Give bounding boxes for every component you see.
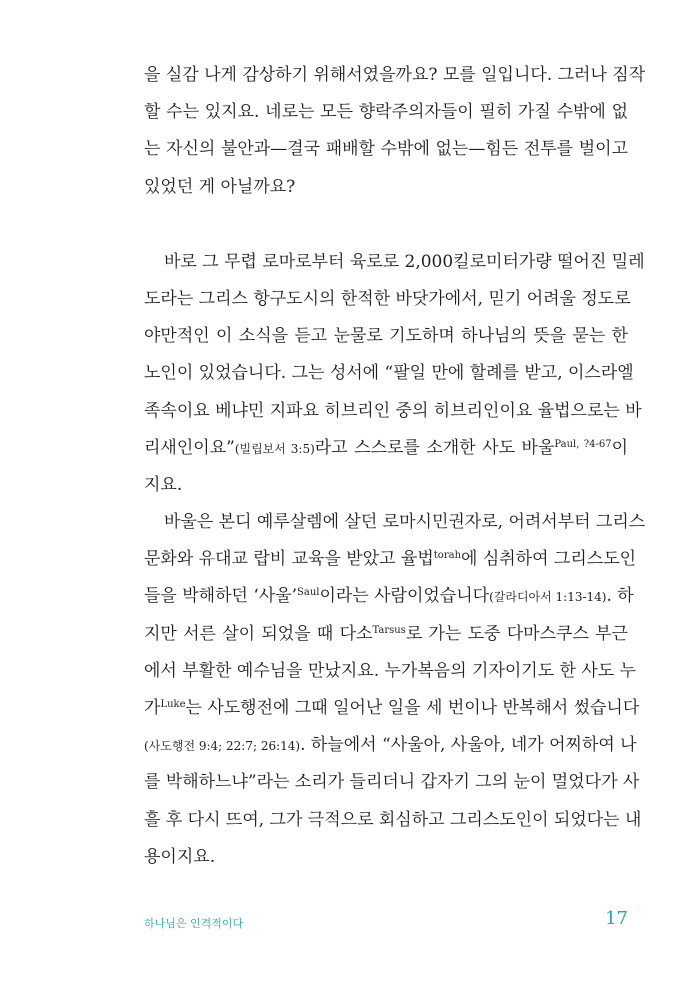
- text-line: [144, 578, 634, 615]
- running-title: 하나님은 인격적이다: [144, 917, 244, 930]
- text-segment: 야만적인 이 소식을 듣고 눈물로 기도하며 하나님의 뜻을 묻는 한: [144, 326, 628, 347]
- original-term: torah: [433, 550, 462, 562]
- scripture-reference: (사도행전 9:4; 22:7; 26:14): [144, 739, 301, 754]
- text-segment: 문화와 유대교 랍비 교육을 받았고 율법: [144, 549, 434, 570]
- text-segment: 용이지요.: [144, 846, 216, 867]
- text-segment: 를 박해하느냐”라는 소리가 들리더니 갑자기 그의 눈이 멀었다가 사: [144, 772, 640, 793]
- original-term: Saul: [297, 587, 320, 599]
- text-segment: 이라는 사람이었습니다: [319, 586, 490, 607]
- original-term: Paul, ?4-67: [554, 438, 612, 450]
- text-line: [144, 690, 640, 727]
- text-line: [144, 430, 628, 467]
- text-segment: . 하: [606, 586, 634, 607]
- text-segment: . 하늘에서 “사울아, 사울아, 네가 어찌하여 나: [300, 735, 637, 756]
- text-segment: 지요.: [144, 474, 183, 495]
- paragraph: [144, 244, 645, 504]
- text-line: [144, 244, 645, 281]
- text-line: [144, 541, 637, 578]
- text-segment: 들을 박해하던 ‘사울’: [144, 586, 297, 607]
- text-segment: 족속이요 베냐민 지파요 히브리인 중의 히브리인이요 율법으로는 바: [144, 400, 642, 421]
- page-number: 17: [605, 908, 628, 929]
- paragraph: [144, 504, 646, 876]
- text-segment: 지만 서른 살이 되었을 때 다소: [144, 623, 373, 644]
- original-term: Tarsus: [372, 624, 406, 636]
- text-segment: 이: [611, 437, 628, 458]
- text-line: [144, 727, 637, 764]
- text-line: [144, 94, 628, 131]
- text-line: [144, 57, 646, 94]
- text-line: [144, 318, 628, 355]
- text-line: [144, 504, 646, 541]
- text-segment: 는 자신의 불안과—결국 패배할 수밖에 없는—힘든 전투를 벌이고: [144, 139, 628, 160]
- text-segment: 가: [144, 698, 161, 718]
- text-line: [144, 169, 628, 206]
- original-term: Luke: [160, 699, 186, 710]
- text-segment: 바울은 본디 예루살렘에 살던 로마시민권자로, 어려서부터 그리스: [164, 512, 646, 533]
- scripture-reference: (갈라디아서 1:13-14): [489, 590, 607, 605]
- text-segment: 도라는 그리스 항구도시의 한적한 바닷가에서, 믿기 어려울 정도로: [144, 288, 631, 309]
- paragraph-gap: [144, 206, 628, 244]
- text-segment: 에서 부활한 예수님을 만났지요. 누가복음의 기자이기도 한 사도 누: [144, 660, 637, 681]
- text-segment: 있었던 게 아닐까요?: [144, 176, 296, 197]
- text-line: [144, 764, 640, 801]
- text-line: [144, 281, 631, 318]
- text-segment: 라고 스스로를 소개한 사도 바울: [314, 437, 555, 458]
- text-line: [144, 839, 628, 876]
- text-line: [144, 467, 628, 504]
- text-segment: 을 실감 나게 감상하기 위해서였을까요? 모를 일입니다. 그러나 짐작: [144, 65, 646, 85]
- scripture-reference: (빌립보서 3:5): [234, 441, 315, 456]
- text-segment: 리새인이요”: [144, 437, 235, 458]
- body-text: [144, 57, 646, 876]
- text-segment: 할 수는 있지요. 네로는 모든 향락주의자들이 필히 가질 수밖에 없: [144, 102, 628, 123]
- text-segment: 노인이 있었습니다. 그는 성서에 “팔일 만에 할례를 받고, 이스라엘: [144, 363, 634, 384]
- text-segment: 에 심취하여 그리스도인: [461, 549, 637, 570]
- text-segment: 바로 그 무렵 로마로부터 육로로 2,000킬로미터가량 떨어진 밀레: [164, 251, 645, 272]
- text-segment: 흘 후 다시 뜨여, 그가 극적으로 회심하고 그리스도인이 되었다는 내: [144, 809, 642, 830]
- text-line: [144, 616, 628, 653]
- text-segment: 는 사도행전에 그때 일어난 일을 세 번이나 반복해서 썼습니다: [185, 698, 640, 718]
- text-line: [144, 355, 634, 392]
- text-line: [144, 653, 637, 690]
- paragraph: [144, 57, 646, 206]
- text-segment: 로 가는 도중 다마스쿠스 부근: [405, 623, 628, 644]
- text-line: [144, 802, 642, 839]
- text-line: [144, 393, 642, 430]
- text-line: [144, 131, 628, 168]
